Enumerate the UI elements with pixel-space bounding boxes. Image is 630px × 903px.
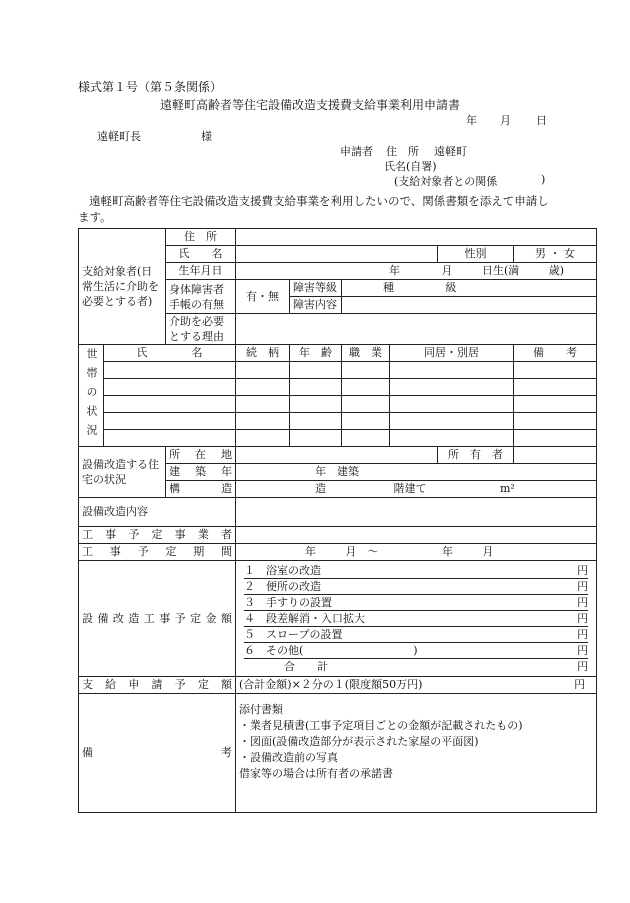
amount-total-unit: 円	[577, 660, 589, 673]
subsidy-formula: (合計金額)×２分の１(限度額50万円)	[239, 678, 423, 691]
structure-label: 構 造	[166, 481, 236, 498]
applicant-address-value: 遠軽町	[434, 145, 467, 158]
addressee-name: 遠軽町長	[97, 130, 141, 143]
household-cell[interactable]	[236, 379, 290, 396]
age-unit: 歳)	[548, 264, 565, 277]
amount-item-name: １ 浴室の改造	[244, 564, 321, 577]
amount-item[interactable]	[244, 611, 588, 627]
birth-day-age: 日生(満	[482, 264, 520, 277]
subject-address-field[interactable]	[236, 229, 597, 246]
amount-item[interactable]	[244, 595, 588, 611]
disability-grade-label: 障害等級	[290, 280, 342, 297]
amount-item-unit: 円	[577, 628, 589, 641]
attachment-item: ・業者見積書(工事予定項目ごとの金額が記載されたもの)	[239, 719, 523, 732]
modification-content-label: 設備改造内容	[79, 498, 236, 527]
period-month: 月 〜	[345, 545, 379, 558]
has-or-not[interactable]: 有・無	[236, 280, 290, 314]
applicant-label: 申請者	[340, 145, 373, 158]
household-header-job: 職 業	[342, 345, 390, 362]
amount-item[interactable]	[244, 643, 588, 659]
subject-name-field[interactable]	[236, 246, 438, 263]
attachments-title: 添付書類	[239, 703, 283, 716]
household-header-age: 年 齢	[290, 345, 342, 362]
remarks-label-left: 備	[82, 746, 93, 759]
household-cell[interactable]	[514, 379, 597, 396]
grade-type: 種	[383, 281, 394, 294]
subsidy-field[interactable]	[236, 677, 597, 694]
amount-item-name: ５ スロープの設置	[244, 628, 343, 641]
period-year2: 年	[442, 545, 453, 558]
table-row	[79, 413, 597, 430]
table-row	[79, 379, 597, 396]
amount-field	[236, 561, 597, 677]
disability-book-label: 身体障害者手帳の有無	[166, 280, 236, 314]
birthdate-label: 生年月日	[166, 263, 236, 280]
amount-item-unit: 円	[577, 580, 589, 593]
household-cell[interactable]	[104, 396, 236, 413]
household-cell[interactable]	[514, 362, 597, 379]
household-cell[interactable]	[514, 413, 597, 430]
household-cell[interactable]	[236, 413, 290, 430]
facility-location-label: 所 在 地	[166, 447, 236, 464]
gender-options[interactable]: 男 ・ 女	[514, 246, 597, 263]
household-cell[interactable]	[104, 413, 236, 430]
grade-level: 級	[445, 281, 457, 294]
household-cell[interactable]	[290, 362, 342, 379]
contractor-label: 工事予定事業者	[79, 527, 236, 544]
household-cell[interactable]	[290, 379, 342, 396]
amount-item-unit: 円	[577, 596, 589, 609]
date-day: 日	[536, 114, 547, 127]
built-suffix: 年 建築	[315, 465, 359, 478]
household-header-remarks: 備 考	[514, 345, 597, 362]
attachment-item: ・設備改造前の写真	[239, 751, 338, 764]
household-cell[interactable]	[104, 379, 236, 396]
form-number: 様式第１号（第５条関係）	[78, 80, 223, 94]
date-year: 年	[466, 114, 477, 127]
household-cell[interactable]	[342, 379, 390, 396]
facility-owner-label: 所 有 者	[438, 447, 514, 464]
care-reason-field[interactable]	[236, 314, 597, 345]
amount-item-name: ３ 手すりの設置	[244, 596, 332, 609]
structure-field[interactable]	[236, 481, 597, 498]
facility-section-label: 設備改造する住宅の状況	[79, 447, 166, 498]
amount-total[interactable]	[244, 659, 588, 674]
birth-year: 年	[389, 264, 400, 277]
area-unit: m²	[500, 482, 515, 495]
built-year-field[interactable]	[236, 464, 597, 481]
household-cell[interactable]	[342, 362, 390, 379]
built-year-label: 建 築 年	[166, 464, 236, 481]
household-cell[interactable]	[104, 430, 236, 447]
household-header-living: 同居・別居	[390, 345, 514, 362]
gender-label: 性別	[438, 246, 514, 263]
addressee-honorific: 様	[201, 130, 212, 143]
household-cell[interactable]	[514, 396, 597, 413]
care-reason-label: 介助を必要とする理由	[166, 314, 236, 345]
household-cell[interactable]	[390, 379, 514, 396]
birthdate-field[interactable]	[236, 263, 597, 280]
subsidy-label: 支給申請予定額	[79, 677, 236, 694]
form-title: 遠軽町高齢者等住宅設備改造支援費支給事業利用申請書	[160, 98, 461, 112]
household-cell[interactable]	[290, 396, 342, 413]
attachment-item: ・図面(設備改造部分が表示された家屋の平面図)	[239, 735, 479, 748]
household-cell[interactable]	[390, 362, 514, 379]
household-cell[interactable]	[236, 362, 290, 379]
floors-label: 階建て	[393, 482, 427, 495]
household-cell[interactable]	[236, 396, 290, 413]
amount-item-name: ４ 段差解消・入口拡大	[244, 612, 365, 625]
household-cell[interactable]	[104, 362, 236, 379]
applicant-name-label: 氏名(自署)	[384, 160, 437, 173]
subject-section-label: 支給対象者(日常生活に介助を必要とする者)	[79, 229, 166, 345]
amount-label: 設備改造工事予定金額	[79, 561, 236, 677]
household-header-name: 氏 名	[104, 345, 236, 362]
amount-item[interactable]	[244, 579, 588, 595]
subject-name-label: 氏 名	[166, 246, 236, 263]
amount-item-unit: 円	[577, 612, 589, 625]
household-cell[interactable]	[390, 413, 514, 430]
application-form-table	[78, 228, 597, 813]
birth-month: 月	[441, 264, 453, 277]
household-section-label: 世帯の状況	[79, 345, 104, 447]
household-cell[interactable]	[390, 396, 514, 413]
period-label: 工事予定期間	[79, 544, 236, 561]
table-row	[79, 430, 597, 447]
remarks-label-right: 考	[221, 746, 232, 759]
amount-item[interactable]	[244, 563, 588, 579]
applicant-address-label: 住 所	[386, 145, 419, 158]
household-cell[interactable]	[342, 396, 390, 413]
amount-item-unit: 円	[577, 564, 589, 577]
amount-item-name: ６ その他( )	[244, 644, 418, 657]
date-month: 月	[500, 114, 511, 127]
household-cell[interactable]	[290, 413, 342, 430]
disability-grade-field[interactable]	[342, 280, 597, 297]
household-header-relation: 続 柄	[236, 345, 290, 362]
amount-item-name: ２ 便所の改造	[244, 580, 321, 593]
household-cell[interactable]	[390, 430, 514, 447]
disability-content-field[interactable]	[342, 297, 597, 314]
structure-suffix: 造	[315, 482, 326, 495]
period-month2: 月	[482, 545, 494, 558]
facility-owner-field[interactable]	[514, 447, 597, 464]
modification-content-field[interactable]	[236, 498, 597, 527]
amount-item-unit: 円	[577, 644, 589, 657]
household-cell[interactable]	[514, 430, 597, 447]
applicant-relation: (支給対象者との関係	[394, 175, 498, 188]
period-field[interactable]	[236, 544, 597, 561]
attachment-item: 借家等の場合は所有者の承諾書	[239, 767, 393, 780]
household-cell[interactable]	[290, 430, 342, 447]
table-row	[79, 396, 597, 413]
disability-content-label: 障害内容	[290, 297, 342, 314]
remarks-field	[236, 694, 597, 813]
household-cell[interactable]	[342, 413, 390, 430]
applicant-relation-close: )	[541, 173, 546, 186]
intro-text: 遠軽町高齢者等住宅設備改造支援費支給事業を利用したいので、関係書類を添えて申請します。	[78, 194, 549, 224]
subject-address-label: 住 所	[166, 229, 236, 246]
period-year: 年	[305, 545, 316, 558]
subsidy-unit: 円	[574, 678, 586, 691]
facility-location-field[interactable]	[236, 447, 438, 464]
household-cell[interactable]	[236, 430, 290, 447]
household-cell[interactable]	[342, 430, 390, 447]
amount-total-label: 合 計	[284, 660, 328, 673]
table-row	[79, 362, 597, 379]
amount-item[interactable]	[244, 627, 588, 643]
contractor-field[interactable]	[236, 527, 597, 544]
remarks-label-cell	[79, 694, 236, 813]
